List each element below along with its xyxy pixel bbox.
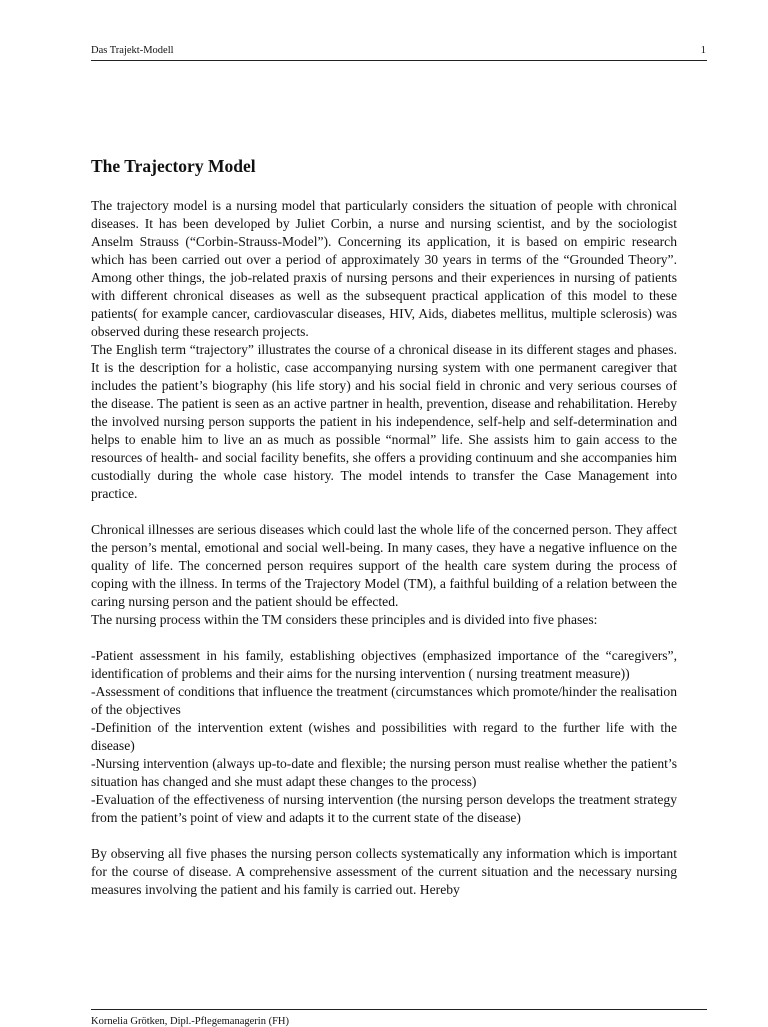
phase-item-definition: -Definition of the intervention extent (wishes and possibilities with regard to the further life with the disease): [91, 720, 677, 753]
phase-item-assessment: -Patient assessment in his family, establishing objectives (emphasized importance of the “caregivers”, identification of problems and their aims for the nursing intervention ( nursing treatment measure)): [91, 648, 677, 681]
paragraph-intro: The trajectory model is a nursing model that particularly considers the situation of people with chronical diseases. It has been developed by Juliet Corbin, a nurse and nursing scientist, and by the sociologist Anselm Strauss (“Corbin-Strauss-Model”). Concerning its application, it is based on empiric research which has been carried out over a period of approximately 30 years in terms of the “Grounded Theory”. Among other things, the job-related praxis of nursing persons and their experiences in nursing of patients with different chronical diseases as well as the subsequent practical application of this model to these patients( for example cancer, cardiovascular diseases, HIV, Aids, diabetes mellitus, multiple sclerosis) was observed during these research projects.: [91, 198, 677, 339]
paragraph-observing: By observing all five phases the nursing person collects systematically any information which is important for the course of disease. A comprehensive assessment of the current situation and the necessary nursing measures involving the patient and his family is carried out. Hereby: [91, 846, 677, 897]
header-title: Das Trajekt-Modell: [91, 45, 174, 56]
page-footer: Kornelia Grötken, Dipl.-Pflegemanagerin (FH): [91, 1016, 289, 1027]
phase-item-intervention: -Nursing intervention (always up-to-date and flexible; the nursing person must realise whether the patient’s situation has changed and she must adapt these changes to the process): [91, 756, 677, 789]
page-header: [91, 45, 706, 56]
paragraph-nursing-process: The nursing process within the TM considers these principles and is divided into five phases:: [91, 612, 598, 627]
paragraph-gap: [91, 629, 677, 647]
paragraph-gap: [91, 827, 677, 845]
paragraph-chronical-illnesses: Chronical illnesses are serious diseases which could last the whole life of the concerned person. They affect the person’s mental, emotional and social well-being. In many cases, they have a negative influence on the quality of life. The concerned person requires support of the health care system during the process of coping with the illness. In terms of the Trajectory Model (TM), a faithful building of a relation between the caring nursing person and the patient should be effected.: [91, 522, 677, 609]
page-number: 1: [700, 45, 706, 56]
phase-item-evaluation: -Evaluation of the effectiveness of nursing intervention (the nursing person develops the treatment strategy from the patient’s point of view and adapts it to the current state of the disease): [91, 792, 677, 825]
paragraph-gap: [91, 503, 677, 521]
header-divider: [91, 60, 707, 61]
document-body: [91, 197, 677, 899]
paragraph-trajectory-term: The English term “trajectory” illustrates the course of a chronical disease in its different stages and phases. It is the description for a holistic, case accompanying nursing system with one permanent caregiver that includes the patient’s biography (his life story) and his social field in chronic and very serious courses of the disease. The patient is seen as an active partner in health, prevention, disease and rehabilitation. Hereby the involved nursing person supports the patient in his independence, self-help and self-determination and helps to enable him to live an as much as possible “normal” life. She assists him to gain access to the resources of health- and social facility benefits, she offers a providing continuum and she accompanies him custodially during the whole case history. The model intends to transfer the Case Management into practice.: [91, 342, 677, 501]
phase-item-conditions: -Assessment of conditions that influence the treatment (circumstances which promote/hinder the realisation of the objectives: [91, 684, 677, 717]
footer-divider: [91, 1009, 707, 1010]
document-title: The Trajectory Model: [91, 156, 256, 176]
